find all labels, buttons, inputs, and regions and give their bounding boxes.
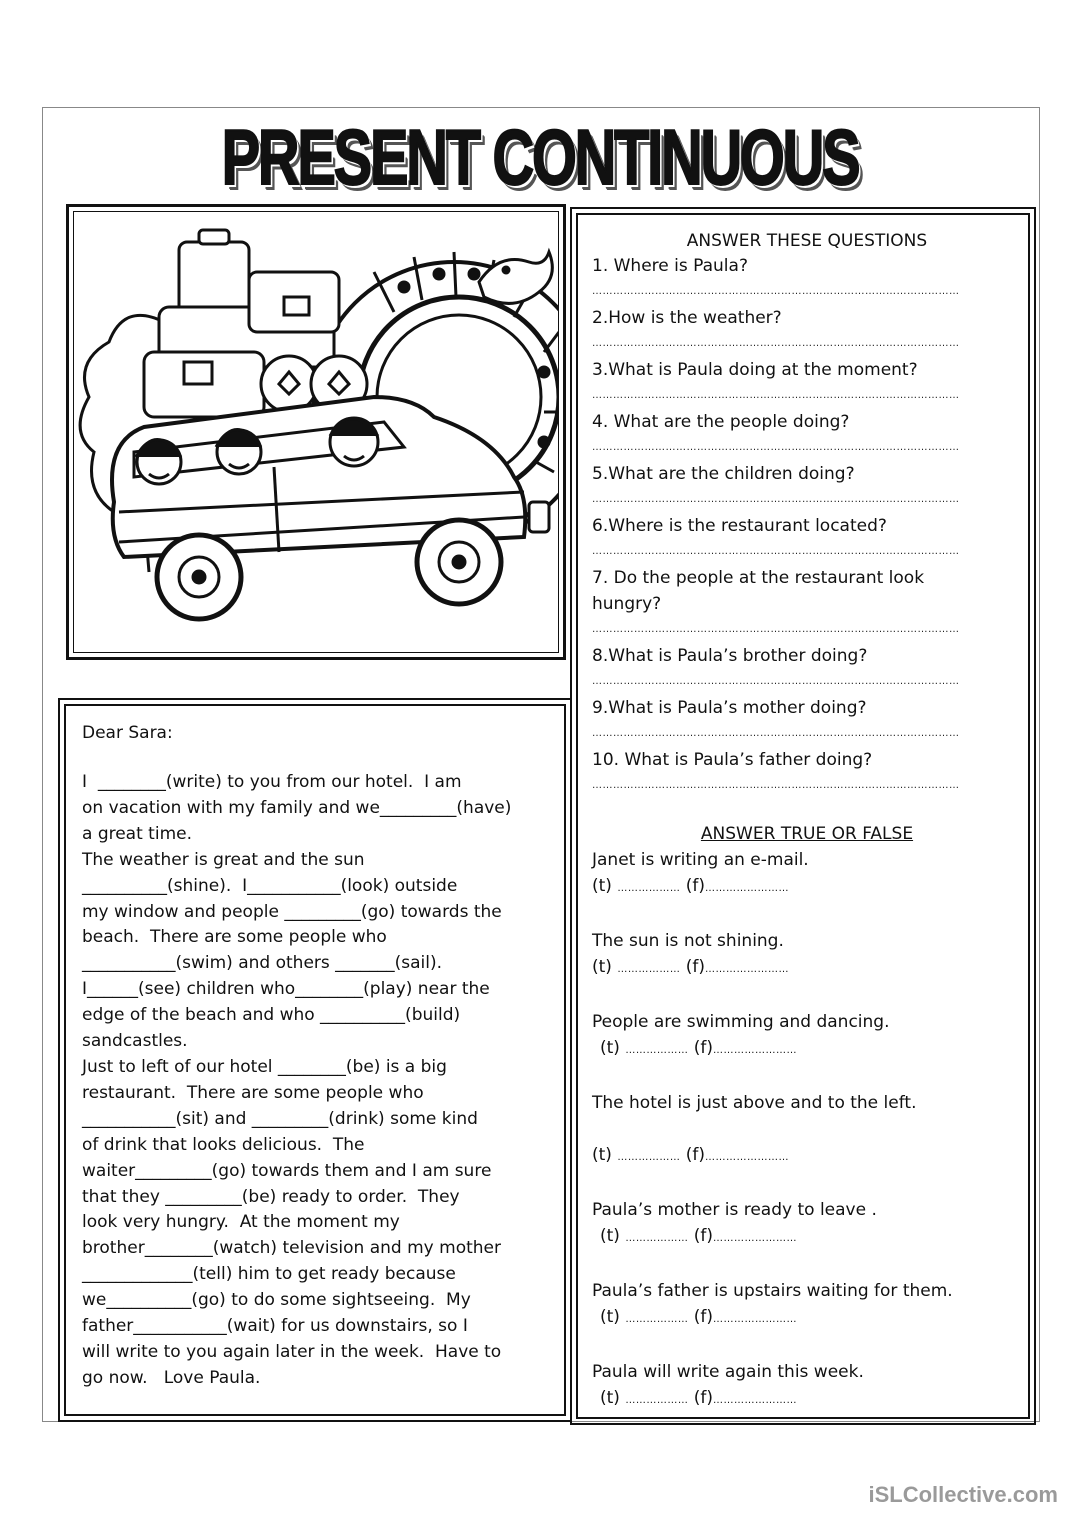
true-false-answers bbox=[592, 873, 1028, 902]
letter-line: that they _________(be) ready to order. They bbox=[82, 1186, 460, 1207]
false-label: (f) bbox=[685, 876, 705, 896]
page-title: PRESENT CONTINUOUS bbox=[221, 113, 859, 201]
true-false-item bbox=[592, 1278, 1028, 1359]
questions-panel bbox=[576, 213, 1030, 1419]
letter-line: __________(shine). I___________(look) outside bbox=[82, 875, 458, 896]
true-false-statement: The hotel is just above and to the left. bbox=[592, 1093, 917, 1113]
question-item bbox=[592, 305, 1028, 357]
true-answer-blank[interactable]: ……………… bbox=[617, 883, 681, 894]
letter-line: restaurant. There are some people who bbox=[82, 1082, 424, 1103]
answer-line[interactable]: …………………………………………………………………………………………… bbox=[592, 494, 960, 505]
true-false-answers bbox=[592, 954, 1028, 983]
letter-line: I______(see) children who________(play) near the bbox=[82, 979, 490, 1000]
spacer bbox=[592, 1171, 1028, 1197]
true-label: (t) bbox=[592, 876, 612, 896]
illustration-frame bbox=[66, 204, 566, 660]
true-false-answers bbox=[592, 1142, 1028, 1171]
true-false-statement: Paula will write again this week. bbox=[592, 1362, 864, 1382]
false-label: (f) bbox=[693, 1307, 713, 1327]
letter-line: I ________(write) to you from our hotel. I am bbox=[82, 772, 462, 792]
true-false-statement: People are swimming and dancing. bbox=[592, 1012, 890, 1032]
spacer bbox=[592, 902, 1028, 928]
question-text: 1. Where is Paula? bbox=[592, 256, 748, 276]
letter-lines bbox=[82, 770, 550, 1392]
letter-frame bbox=[58, 698, 572, 1422]
spacer bbox=[592, 1252, 1028, 1278]
question-text: 2.How is the weather? bbox=[592, 308, 782, 328]
true-false-item bbox=[592, 847, 1028, 928]
true-false-item bbox=[592, 1197, 1028, 1278]
illustration bbox=[73, 211, 559, 653]
answer-line[interactable]: …………………………………………………………………………………………… bbox=[592, 728, 960, 739]
letter-line: on vacation with my family and we_________(have) bbox=[82, 797, 512, 818]
true-answer-blank[interactable]: ……………… bbox=[625, 1233, 689, 1244]
question-text: 5.What are the children doing? bbox=[592, 464, 855, 484]
true-answer-blank[interactable]: ……………… bbox=[625, 1314, 689, 1325]
letter-greeting: Dear Sara: bbox=[82, 723, 173, 743]
question-text: 9.What is Paula’s mother doing? bbox=[592, 698, 867, 718]
true-false-heading: ANSWER TRUE OR FALSE bbox=[700, 824, 914, 844]
questions-heading: ANSWER THESE QUESTIONS bbox=[686, 231, 928, 251]
true-false-item bbox=[592, 1359, 1028, 1414]
question-text: 6.Where is the restaurant located? bbox=[592, 516, 887, 536]
false-answer-blank[interactable]: …………………… bbox=[705, 883, 789, 894]
true-answer-blank[interactable]: ……………… bbox=[625, 1395, 689, 1406]
false-answer-blank[interactable]: …………………… bbox=[705, 1152, 789, 1163]
true-label: (t) bbox=[600, 1388, 620, 1408]
watermark: iSLCollective.com bbox=[868, 1482, 1058, 1507]
letter-line: waiter_________(go) towards them and I am sure bbox=[82, 1160, 492, 1181]
answer-line[interactable]: …………………………………………………………………………………………… bbox=[592, 338, 960, 349]
letter-line: will write to you again later in the week. Have to bbox=[82, 1341, 502, 1362]
false-answer-blank[interactable]: …………………… bbox=[713, 1233, 797, 1244]
spacer bbox=[592, 983, 1028, 1009]
question-item bbox=[592, 747, 1028, 799]
letter-line: we__________(go) to do some sightseeing. My bbox=[82, 1290, 471, 1311]
letter-line: beach. There are some people who bbox=[82, 927, 387, 948]
false-answer-blank[interactable]: …………………… bbox=[713, 1045, 797, 1056]
letter-line: Just to left of our hotel ________(be) is a big bbox=[82, 1056, 447, 1077]
question-item bbox=[592, 513, 1028, 565]
question-text: 8.What is Paula’s brother doing? bbox=[592, 646, 868, 666]
letter-line: ___________(swim) and others _______(sail). bbox=[82, 953, 443, 974]
false-label: (f) bbox=[685, 957, 705, 977]
spacer bbox=[592, 1064, 1028, 1090]
question-text: 10. What is Paula’s father doing? bbox=[592, 750, 873, 770]
true-false-answers bbox=[592, 1035, 1028, 1064]
true-label: (t) bbox=[600, 1038, 620, 1058]
letter-line: my window and people _________(go) towards the bbox=[82, 901, 502, 922]
false-label: (f) bbox=[685, 1145, 705, 1165]
true-false-answers bbox=[592, 1223, 1028, 1252]
question-text: 3.What is Paula doing at the moment? bbox=[592, 360, 918, 380]
true-false-statement: Paula’s father is upstairs waiting for them. bbox=[592, 1281, 953, 1301]
true-false-statement: The sun is not shining. bbox=[592, 931, 784, 951]
letter-line: edge of the beach and who __________(build) bbox=[82, 1005, 461, 1026]
true-false-answers bbox=[592, 1385, 1028, 1414]
letter-body bbox=[64, 704, 566, 1416]
question-text: 7. Do the people at the restaurant look bbox=[592, 568, 925, 588]
true-false-answers bbox=[592, 1304, 1028, 1333]
true-label: (t) bbox=[592, 1145, 612, 1165]
true-false-item bbox=[592, 928, 1028, 1009]
letter-line: brother________(watch) television and my mother bbox=[82, 1238, 501, 1259]
question-item bbox=[592, 643, 1028, 695]
answer-line[interactable]: …………………………………………………………………………………………… bbox=[592, 546, 960, 557]
true-false-statement: Paula’s mother is ready to leave . bbox=[592, 1200, 877, 1220]
false-answer-blank[interactable]: …………………… bbox=[713, 1314, 797, 1325]
answer-line[interactable]: …………………………………………………………………………………………… bbox=[592, 624, 960, 635]
false-label: (f) bbox=[693, 1038, 713, 1058]
false-answer-blank[interactable]: …………………… bbox=[705, 964, 789, 975]
true-false-list bbox=[592, 847, 1028, 1414]
letter-line: _____________(tell) him to get ready because bbox=[82, 1264, 456, 1285]
true-false-statement: Janet is writing an e-mail. bbox=[592, 850, 809, 870]
true-label: (t) bbox=[600, 1307, 620, 1327]
letter-line: look very hungry. At the moment my bbox=[82, 1212, 400, 1233]
letter-line: ___________(sit) and _________(drink) some kind bbox=[82, 1108, 478, 1129]
question-item bbox=[592, 253, 1028, 305]
answer-line[interactable]: …………………………………………………………………………………………… bbox=[592, 390, 960, 401]
question-item bbox=[592, 357, 1028, 409]
letter-line: a great time. bbox=[82, 823, 192, 844]
true-label: (t) bbox=[600, 1226, 620, 1246]
spacer bbox=[592, 1116, 1028, 1142]
question-item bbox=[592, 409, 1028, 461]
answer-line[interactable]: …………………………………………………………………………………………… bbox=[592, 442, 960, 453]
true-false-item bbox=[592, 1090, 1028, 1197]
question-item bbox=[592, 565, 1028, 643]
letter-line: The weather is great and the sun bbox=[82, 849, 365, 870]
answer-line[interactable]: …………………………………………………………………………………………… bbox=[592, 780, 960, 791]
answer-line[interactable]: …………………………………………………………………………………………… bbox=[592, 286, 960, 297]
answer-line[interactable]: …………………………………………………………………………………………… bbox=[592, 676, 960, 687]
question-text: 4. What are the people doing? bbox=[592, 412, 850, 432]
question-item bbox=[592, 695, 1028, 747]
true-label: (t) bbox=[592, 957, 612, 977]
letter-line: father___________(wait) for us downstairs, so I bbox=[82, 1316, 468, 1337]
letter-line: go now. Love Paula. bbox=[82, 1367, 261, 1388]
true-false-item bbox=[592, 1009, 1028, 1090]
letter-line: of drink that looks delicious. The bbox=[82, 1134, 365, 1155]
question-item bbox=[592, 461, 1028, 513]
true-answer-blank[interactable]: ……………… bbox=[617, 1152, 681, 1163]
false-label: (f) bbox=[693, 1388, 713, 1408]
letter-line: sandcastles. bbox=[82, 1031, 188, 1052]
questions-list bbox=[592, 253, 1028, 799]
true-answer-blank[interactable]: ……………… bbox=[617, 964, 681, 975]
family-car-illustration bbox=[74, 212, 559, 653]
true-answer-blank[interactable]: ……………… bbox=[625, 1045, 689, 1056]
questions-frame bbox=[570, 207, 1036, 1425]
question-text-continued: hungry? bbox=[592, 594, 662, 614]
spacer bbox=[592, 1333, 1028, 1359]
false-label: (f) bbox=[693, 1226, 713, 1246]
false-answer-blank[interactable]: …………………… bbox=[713, 1395, 797, 1406]
